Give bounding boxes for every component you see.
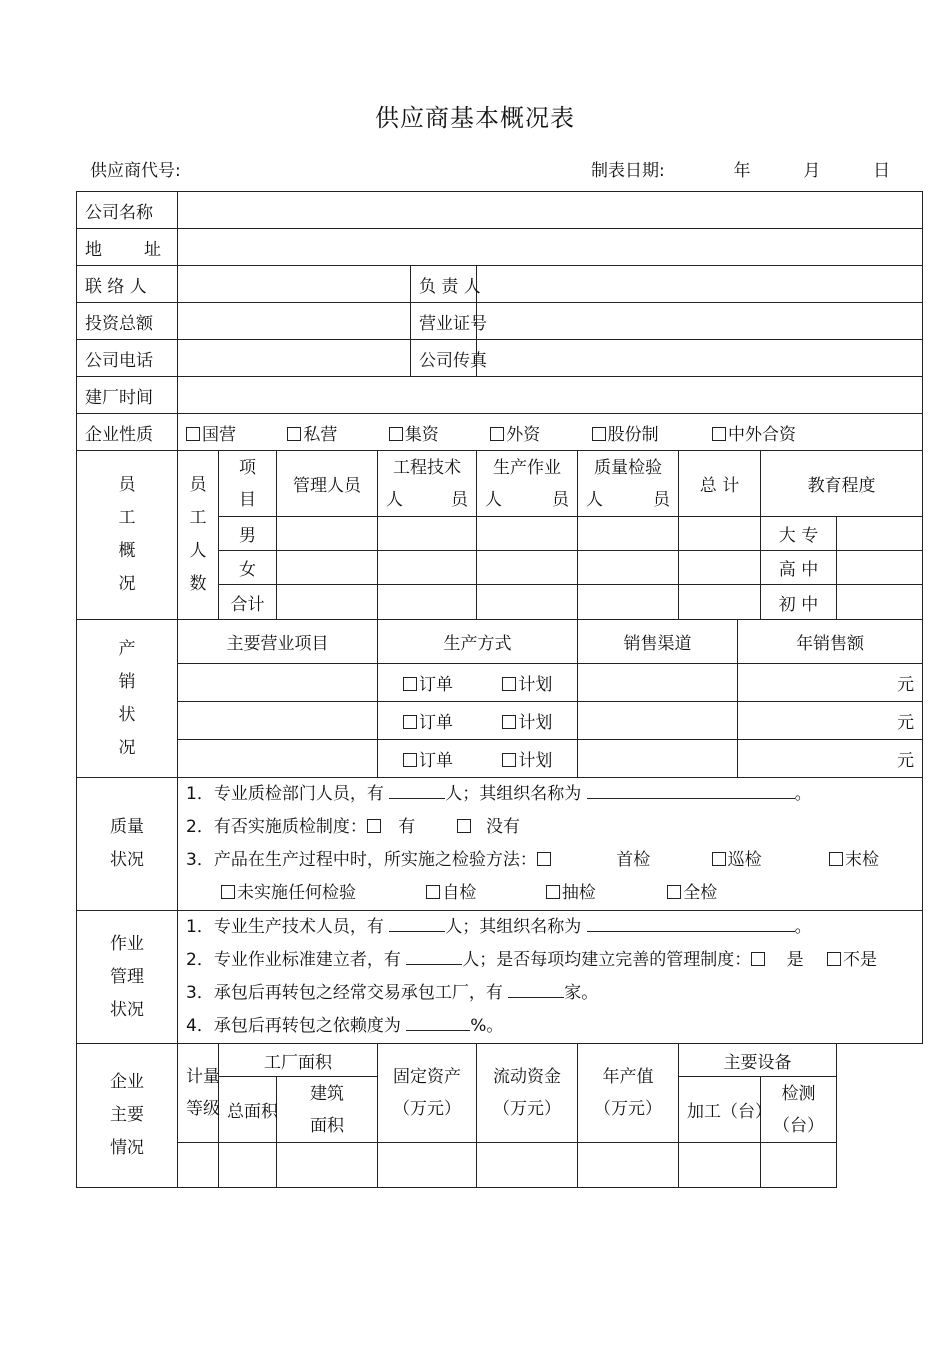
staff-section-label: 员 工 概 况	[77, 451, 178, 620]
testing-header: 检测 （台）	[761, 1077, 837, 1143]
table-row	[77, 702, 923, 740]
founded-label: 建厂时间	[77, 377, 178, 414]
cell[interactable]	[178, 1143, 219, 1188]
date-label: 制表日期:	[591, 161, 665, 181]
checkbox-icon[interactable]	[287, 427, 301, 441]
table-row	[77, 664, 923, 702]
contact-label: 联 络 人	[77, 266, 178, 303]
dependency-blank[interactable]	[406, 1016, 470, 1031]
nature-option[interactable]: 股份制	[592, 420, 707, 445]
cell[interactable]	[578, 551, 679, 585]
quality-inspection-header: 质量检验 人 员	[578, 451, 679, 517]
inspection-option[interactable]: 全检	[667, 877, 717, 910]
cell[interactable]	[578, 740, 738, 778]
total-header: 总 计	[679, 451, 761, 517]
checkbox-icon[interactable]	[827, 952, 841, 966]
checkbox-icon[interactable]	[667, 885, 681, 899]
plan-option[interactable]: 计划	[502, 708, 552, 733]
quality-line-4	[186, 877, 914, 910]
investment-label: 投资总额	[77, 303, 178, 340]
equipment-header: 主要设备	[679, 1044, 837, 1077]
company-name-label: 公司名称	[77, 192, 178, 229]
checkbox-icon[interactable]	[502, 753, 516, 767]
checkbox-icon[interactable]	[186, 427, 200, 441]
order-option[interactable]: 订单	[386, 746, 497, 771]
checkbox-icon[interactable]	[592, 427, 606, 441]
phone-label: 公司电话	[77, 340, 178, 377]
cell[interactable]	[178, 702, 378, 740]
nature-options	[178, 414, 923, 451]
checkbox-icon[interactable]	[403, 677, 417, 691]
sales-section-label: 产 销 状 况	[77, 620, 178, 778]
operation-section-label: 作业 管理 状况	[77, 911, 178, 1044]
total-area-header: 总面积	[219, 1077, 277, 1143]
cell[interactable]	[277, 585, 378, 620]
staff-count-label: 员 工 人 数	[178, 451, 219, 620]
tech-staff-blank[interactable]	[389, 917, 445, 932]
checkbox-icon[interactable]	[221, 885, 235, 899]
row-label-female: 女	[219, 551, 277, 585]
building-area-header: 建筑 面积	[277, 1077, 378, 1143]
nature-option[interactable]: 国营	[186, 420, 282, 445]
cell[interactable]	[277, 1143, 378, 1188]
cell[interactable]	[277, 551, 378, 585]
management-header: 管理人员	[277, 451, 378, 517]
checkbox-icon[interactable]	[829, 852, 843, 866]
checkbox-icon[interactable]	[403, 715, 417, 729]
phone-field[interactable]	[178, 340, 411, 377]
cell[interactable]	[477, 1143, 578, 1188]
cell[interactable]	[679, 585, 761, 620]
year-label: 年	[733, 161, 751, 181]
inspection-option[interactable]: 未实施任何检验	[221, 877, 421, 910]
cell[interactable]	[578, 664, 738, 702]
checkbox-icon[interactable]	[367, 819, 381, 833]
sales-channel-header: 销售渠道	[578, 620, 738, 664]
inspection-option[interactable]: 自检	[426, 877, 540, 910]
cell[interactable]	[837, 551, 923, 585]
operation-line-2: 2．专业作业标准建立者，有 人；是否每项均建立完善的管理制度： 是 不是	[186, 950, 878, 970]
production-mode-header: 生产方式	[378, 620, 578, 664]
processing-header: 加工（台）	[679, 1077, 761, 1143]
order-option[interactable]: 订单	[386, 708, 497, 733]
org-name-blank[interactable]	[587, 784, 795, 799]
nature-option[interactable]: 外资	[490, 420, 586, 445]
checkbox-icon[interactable]	[426, 885, 440, 899]
owner-field[interactable]	[477, 266, 923, 303]
plan-option[interactable]: 计划	[502, 746, 552, 771]
education-header: 教育程度	[761, 451, 923, 517]
factory-area-header: 工厂面积	[219, 1044, 378, 1077]
day-label: 日	[873, 161, 891, 181]
yuan-unit: 元	[738, 740, 923, 778]
cell[interactable]	[378, 585, 477, 620]
checkbox-icon[interactable]	[712, 427, 726, 441]
cell[interactable]	[378, 1143, 477, 1188]
address-field[interactable]	[178, 229, 923, 266]
order-option[interactable]: 订单	[386, 670, 497, 695]
working-capital-header: 流动资金 （万元）	[477, 1044, 578, 1143]
plan-option[interactable]: 计划	[502, 670, 552, 695]
cell[interactable]	[679, 517, 761, 551]
checkbox-icon[interactable]	[490, 427, 504, 441]
fax-label: 公司传真	[411, 340, 477, 377]
production-mode-options	[378, 664, 578, 702]
education-high-school: 高 中	[761, 551, 837, 585]
checkbox-icon[interactable]	[502, 677, 516, 691]
cell[interactable]	[578, 585, 679, 620]
nature-option[interactable]: 私营	[287, 420, 383, 445]
company-name-field[interactable]	[178, 192, 923, 229]
operation-content	[178, 911, 923, 1044]
operation-line-1: 1．专业生产技术人员，有 人；其组织名称为 。	[186, 917, 812, 937]
standard-staff-blank[interactable]	[406, 950, 462, 965]
engineering-header: 工程技术 人 员	[378, 451, 477, 517]
cell[interactable]	[477, 517, 578, 551]
checkbox-icon[interactable]	[537, 852, 551, 866]
production-header: 生产作业 人 员	[477, 451, 578, 517]
cell[interactable]	[837, 517, 923, 551]
yuan-unit: 元	[738, 664, 923, 702]
production-mode-options	[378, 740, 578, 778]
cell[interactable]	[578, 702, 738, 740]
month-label: 月	[803, 161, 821, 181]
cell[interactable]	[578, 1143, 679, 1188]
cell[interactable]	[837, 585, 923, 620]
checkbox-icon[interactable]	[546, 885, 560, 899]
table-row	[77, 740, 923, 778]
row-label-male: 男	[219, 517, 277, 551]
license-label: 营业证号	[411, 303, 477, 340]
checkbox-icon[interactable]	[712, 852, 726, 866]
supplier-form-table	[76, 191, 923, 1188]
quality-content	[178, 778, 923, 911]
cell[interactable]	[277, 517, 378, 551]
staff-count-blank[interactable]	[389, 784, 445, 799]
owner-label: 负 责 人	[411, 266, 477, 303]
nature-label: 企业性质	[77, 414, 178, 451]
checkbox-icon[interactable]	[751, 952, 765, 966]
yuan-unit: 元	[738, 702, 923, 740]
cell[interactable]	[578, 517, 679, 551]
enterprise-section-label: 企业 主要 情况	[77, 1044, 178, 1188]
cell[interactable]	[178, 740, 378, 778]
cell[interactable]	[219, 1143, 277, 1188]
cell[interactable]	[477, 585, 578, 620]
founded-field[interactable]	[178, 377, 923, 414]
checkbox-icon[interactable]	[389, 427, 403, 441]
nature-option[interactable]: 集资	[389, 420, 485, 445]
production-mode-options	[378, 702, 578, 740]
row-label-total: 合计	[219, 585, 277, 620]
cell[interactable]	[378, 551, 477, 585]
operation-line-4: 4．承包后再转包之依赖度为 %。	[186, 1016, 504, 1036]
quality-line-3: 3．产品在生产过程中时，所实施之检验方法： 首检 巡检 末检	[186, 850, 880, 870]
checkbox-icon[interactable]	[403, 753, 417, 767]
contact-field[interactable]	[178, 266, 411, 303]
investment-field[interactable]	[178, 303, 411, 340]
inspection-option[interactable]: 抽检	[546, 877, 662, 910]
quality-line-1: 1．专业质检部门人员，有 人；其组织名称为 。	[186, 784, 812, 804]
subcontract-blank[interactable]	[508, 983, 564, 998]
education-college: 大 专	[761, 517, 837, 551]
quality-line-2: 2．有否实施质检制度： 有 没有	[186, 817, 521, 837]
fixed-assets-header: 固定资产 （万元）	[378, 1044, 477, 1143]
operation-line-3: 3．承包后再转包之经常交易承包工厂，有 家。	[186, 983, 599, 1003]
main-business-header: 主要营业项目	[178, 620, 378, 664]
cell[interactable]	[477, 551, 578, 585]
annual-output-header: 年产值 （万元）	[578, 1044, 679, 1143]
cell[interactable]	[679, 551, 761, 585]
org-name-blank[interactable]	[587, 917, 795, 932]
cell[interactable]	[178, 664, 378, 702]
table-row	[77, 1143, 923, 1188]
item-header: 项 目	[219, 451, 277, 517]
cell[interactable]	[679, 1143, 761, 1188]
license-field[interactable]	[477, 303, 923, 340]
annual-sales-header: 年销售额	[738, 620, 923, 664]
nature-option[interactable]: 中外合资	[712, 420, 796, 445]
education-junior: 初 中	[761, 585, 837, 620]
supplier-code-label: 供应商代号:	[90, 161, 181, 181]
address-label: 地 址	[77, 229, 178, 266]
fax-field[interactable]	[477, 340, 923, 377]
quality-section-label: 质量 状况	[77, 778, 178, 911]
cell[interactable]	[761, 1143, 837, 1188]
date-line	[591, 156, 890, 181]
measure-grade-header: 计量 等级	[178, 1044, 219, 1143]
page-title: 供应商基本概况表	[375, 104, 575, 132]
checkbox-icon[interactable]	[457, 819, 471, 833]
cell[interactable]	[378, 517, 477, 551]
checkbox-icon[interactable]	[502, 715, 516, 729]
